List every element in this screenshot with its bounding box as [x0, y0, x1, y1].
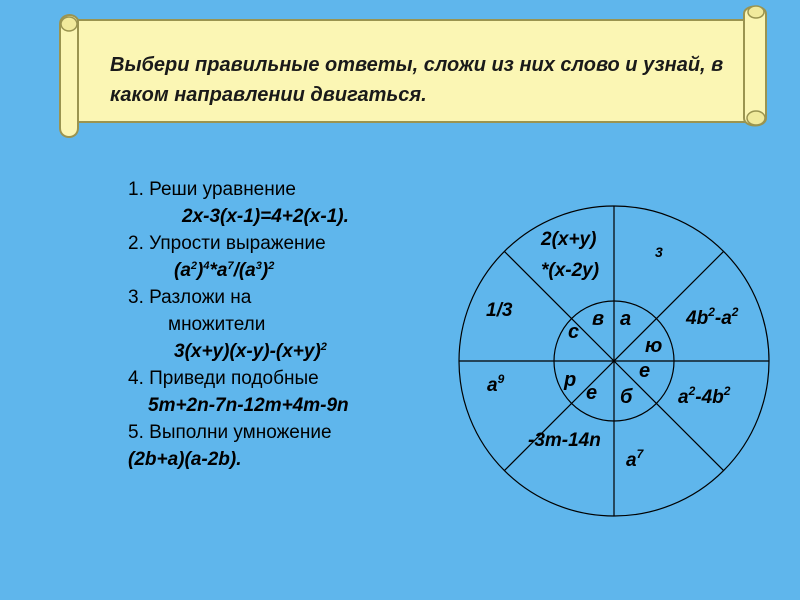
task-title: Разложи на: [149, 287, 252, 308]
task-number: 3.: [128, 287, 144, 308]
inner-letter: ю: [645, 335, 663, 357]
sector-label: 1/3: [486, 300, 513, 321]
task-number: 1.: [128, 179, 144, 200]
inner-letter: е: [586, 382, 598, 404]
task-title: Упрости выражение: [149, 233, 326, 254]
sector-label: 2(x+y): [541, 229, 597, 250]
task-expression: 5m+2n-7n-12m+4m-9n: [148, 395, 349, 416]
inner-letter: б: [620, 386, 633, 408]
inner-letter: р: [564, 369, 577, 391]
inner-letter: а: [620, 308, 632, 330]
task-expression: 2x-3(x-1)=4+2(x-1).: [182, 206, 349, 227]
task-number: 5.: [128, 422, 144, 443]
task-title: Приведи подобные: [149, 368, 319, 389]
task-expression: (2b+a)(a-2b).: [128, 449, 242, 470]
sector-label: -3m-14n: [528, 430, 601, 451]
task-number: 4.: [128, 368, 144, 389]
inner-letter: в: [592, 308, 605, 330]
sector-label: $a^7$: [626, 447, 644, 471]
sector-label: 3: [655, 244, 663, 260]
task-title-cont: множители: [168, 314, 266, 335]
task-expression: $3(x+y)(x-y)-(x+y)^2$: [174, 341, 327, 362]
task-number: 2.: [128, 233, 144, 254]
task-title: Выполни умножение: [149, 422, 332, 443]
sector-label: $a^9$: [487, 372, 505, 396]
sector-label: *(x-2y): [541, 260, 600, 281]
inner-letter: с: [568, 321, 580, 343]
inner-letter: е: [639, 360, 651, 382]
sector-label: $a^2-4b^2$: [678, 384, 731, 408]
sector-label: $4b^2-a^2$: [686, 305, 739, 329]
instruction-text: Выбери правильные ответы, сложи из них слово и узнай, в каком направлении двигаться.: [110, 54, 724, 106]
task-title: Реши уравнение: [149, 179, 296, 200]
task-expression: $(a^2)^4*a^7/(a^3)^2$: [174, 260, 275, 281]
